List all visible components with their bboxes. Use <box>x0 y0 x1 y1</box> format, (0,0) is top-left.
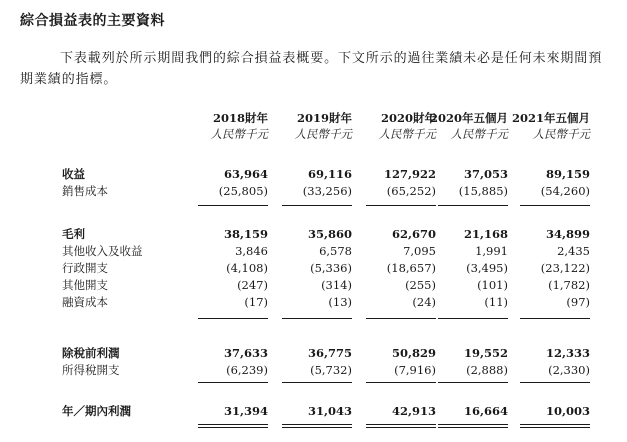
table-cell: 2,435 <box>557 244 590 258</box>
table-cell: (3,495) <box>466 261 508 275</box>
table-cell: 34,899 <box>545 227 590 241</box>
table-cell: 127,922 <box>383 167 436 181</box>
table-cell: (314) <box>321 278 352 292</box>
table-cell: 31,394 <box>223 404 268 418</box>
row-label: 其他收入及收益 <box>62 244 143 258</box>
table-cell: (25,805) <box>218 184 268 198</box>
table-cell: (2,330) <box>548 363 590 377</box>
table-cell: 10,003 <box>545 404 590 418</box>
table-cell: (11) <box>484 295 508 309</box>
table-cell: 31,043 <box>307 404 352 418</box>
table-cell: (18,657) <box>386 261 436 275</box>
double-underline <box>520 427 590 428</box>
table-cell: (15,885) <box>458 184 508 198</box>
column-underline <box>282 382 352 383</box>
double-underline <box>282 424 352 425</box>
row-label: 行政開支 <box>62 261 108 275</box>
double-underline <box>366 427 436 428</box>
column-period: 2020財年 <box>380 111 436 125</box>
table-cell: 19,552 <box>463 346 508 360</box>
row-label: 所得稅開支 <box>62 363 120 377</box>
table-cell: 7,095 <box>403 244 436 258</box>
column-underline <box>520 382 590 383</box>
double-underline <box>438 427 508 428</box>
table-cell: 63,964 <box>223 167 268 181</box>
row-label: 毛利 <box>62 227 85 241</box>
row-label: 其他開支 <box>62 278 108 292</box>
column-underline <box>520 205 590 206</box>
double-underline <box>366 424 436 425</box>
table-cell: (97) <box>566 295 590 309</box>
table-cell: (6,239) <box>226 363 268 377</box>
column-underline <box>438 205 508 206</box>
table-cell: (7,916) <box>394 363 436 377</box>
table-cell: (247) <box>237 278 268 292</box>
table-cell: (24) <box>412 295 436 309</box>
row-label: 融資成本 <box>62 295 108 309</box>
column-underline <box>366 318 436 319</box>
table-cell: 37,053 <box>463 167 508 181</box>
table-cell: 36,775 <box>307 346 352 360</box>
table-cell: (23,122) <box>540 261 590 275</box>
table-cell: (255) <box>405 278 436 292</box>
column-underline <box>282 318 352 319</box>
column-unit: 人民幣千元 <box>450 127 508 141</box>
table-cell: 16,664 <box>463 404 508 418</box>
table-cell: (4,108) <box>226 261 268 275</box>
table-cell: 69,116 <box>307 167 352 181</box>
table-cell: (13) <box>328 295 352 309</box>
table-cell: (1,782) <box>548 278 590 292</box>
table-cell: 12,333 <box>545 346 590 360</box>
column-underline <box>438 318 508 319</box>
column-period: 2021年五個月 <box>511 111 590 125</box>
column-unit: 人民幣千元 <box>378 127 436 141</box>
column-unit: 人民幣千元 <box>532 127 590 141</box>
table-cell: (5,336) <box>310 261 352 275</box>
table-cell: 35,860 <box>307 227 352 241</box>
double-underline <box>198 424 268 425</box>
table-cell: 21,168 <box>463 227 508 241</box>
column-underline <box>198 318 268 319</box>
section-heading: 綜合損益表的主要資料 <box>20 13 165 29</box>
double-underline <box>438 424 508 425</box>
table-cell: 6,578 <box>319 244 352 258</box>
table-cell: (2,888) <box>466 363 508 377</box>
column-header <box>490 110 590 142</box>
table-cell: (101) <box>477 278 508 292</box>
double-underline <box>198 427 268 428</box>
table-cell: (33,256) <box>302 184 352 198</box>
table-cell: 3,846 <box>235 244 268 258</box>
table-cell: (65,252) <box>386 184 436 198</box>
table-cell: (17) <box>244 295 268 309</box>
column-unit: 人民幣千元 <box>210 127 268 141</box>
table-cell: 50,829 <box>391 346 436 360</box>
column-period: 2020年五個月 <box>429 111 508 125</box>
column-underline <box>282 205 352 206</box>
double-underline <box>520 424 590 425</box>
table-cell: 37,633 <box>223 346 268 360</box>
table-cell: 1,991 <box>475 244 508 258</box>
double-underline <box>282 427 352 428</box>
column-underline <box>520 318 590 319</box>
column-unit: 人民幣千元 <box>294 127 352 141</box>
table-cell: (54,260) <box>540 184 590 198</box>
row-label: 收益 <box>62 167 85 181</box>
row-label: 銷售成本 <box>62 184 108 198</box>
column-underline <box>198 205 268 206</box>
table-cell: 42,913 <box>391 404 436 418</box>
table-cell: 62,670 <box>391 227 436 241</box>
column-underline <box>438 382 508 383</box>
row-label: 年／期內利潤 <box>62 404 131 418</box>
column-underline <box>366 205 436 206</box>
row-label: 除稅前利潤 <box>62 346 120 360</box>
intro-paragraph: 下表載列於所示期間我們的綜合損益表概要。下文所示的過往業績未必是任何未來期間預期業績的指標。 <box>20 51 603 87</box>
column-underline <box>198 382 268 383</box>
table-cell: 38,159 <box>223 227 268 241</box>
column-period: 2018財年 <box>212 111 268 125</box>
column-period: 2019財年 <box>296 111 352 125</box>
table-cell: (5,732) <box>310 363 352 377</box>
column-underline <box>366 382 436 383</box>
table-cell: 89,159 <box>545 167 590 181</box>
